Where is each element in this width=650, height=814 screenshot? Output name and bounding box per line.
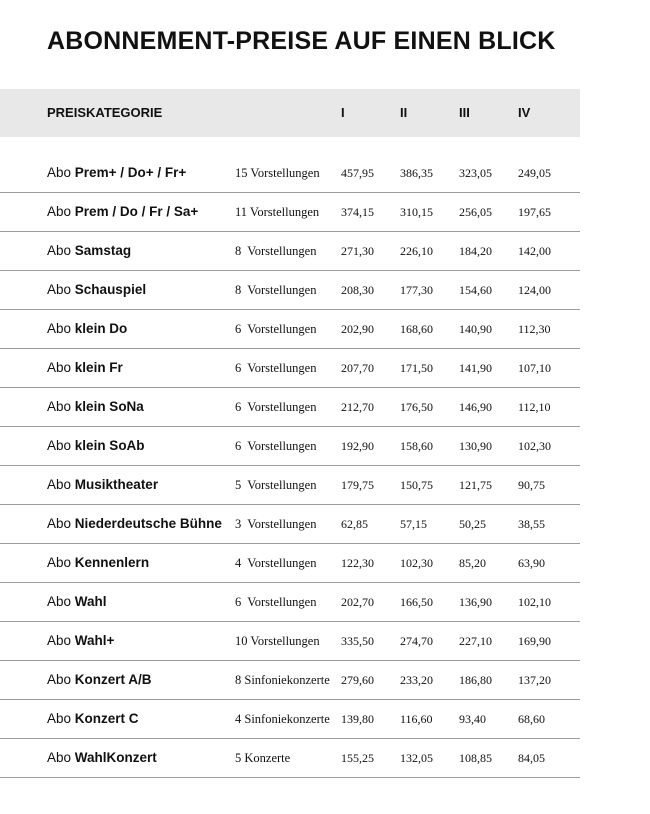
- price-category-4: 142,00: [518, 244, 551, 258]
- performance-count: 6 Vorstellungen: [235, 400, 317, 414]
- price-category-3: 85,20: [459, 556, 486, 570]
- table-row: [0, 154, 580, 193]
- performance-count: 6 Vorstellungen: [235, 322, 317, 336]
- subscription-prefix: Abo: [47, 399, 72, 414]
- table-row: [0, 349, 580, 388]
- price-category-2: 177,30: [400, 283, 433, 297]
- price-category-4: 197,65: [518, 205, 551, 219]
- price-category-3: 93,40: [459, 712, 486, 726]
- price-category-3: 136,90: [459, 595, 492, 609]
- header-col-1: I: [341, 105, 345, 120]
- header-col-2: II: [400, 105, 408, 120]
- subscription-name: [47, 310, 127, 348]
- subscription-label: Prem / Do / Fr / Sa+: [74, 204, 199, 219]
- price-category-1: 271,30: [341, 244, 374, 258]
- subscription-name: [47, 232, 131, 270]
- subscription-label: Schauspiel: [74, 282, 147, 297]
- subscription-name: [47, 271, 146, 309]
- performance-count: 4 Vorstellungen: [235, 556, 317, 570]
- table-row: [0, 544, 580, 583]
- subscription-prefix: Abo: [47, 243, 72, 258]
- performance-count: 8 Vorstellungen: [235, 244, 317, 258]
- price-category-1: 212,70: [341, 400, 374, 414]
- performance-count: 11 Vorstellungen: [235, 205, 320, 219]
- price-category-1: 179,75: [341, 478, 374, 492]
- price-category-3: 50,25: [459, 517, 486, 531]
- table-row: [0, 739, 580, 778]
- price-category-4: 102,30: [518, 439, 551, 453]
- subscription-name: [47, 583, 107, 621]
- price-category-2: 274,70: [400, 634, 433, 648]
- subscription-prefix: Abo: [47, 360, 72, 375]
- price-category-4: 169,90: [518, 634, 551, 648]
- price-category-3: 186,80: [459, 673, 492, 687]
- subscription-label: Konzert C: [74, 711, 139, 726]
- subscription-prefix: Abo: [47, 711, 72, 726]
- performance-count: 6 Vorstellungen: [235, 595, 317, 609]
- price-category-3: 146,90: [459, 400, 492, 414]
- subscription-name: [47, 466, 158, 504]
- subscription-name: [47, 661, 152, 699]
- subscription-prefix: Abo: [47, 204, 72, 219]
- price-category-4: 68,60: [518, 712, 545, 726]
- price-category-1: 207,70: [341, 361, 374, 375]
- price-category-3: 130,90: [459, 439, 492, 453]
- header-col-3: III: [459, 105, 470, 120]
- subscription-prefix: Abo: [47, 750, 72, 765]
- performance-count: 8 Sinfoniekonzerte: [235, 673, 330, 687]
- price-category-1: 457,95: [341, 166, 374, 180]
- subscription-label: klein Fr: [74, 360, 123, 375]
- performance-count: 15 Vorstellungen: [235, 166, 320, 180]
- subscription-label: klein Do: [74, 321, 128, 336]
- price-category-4: 102,10: [518, 595, 551, 609]
- price-category-3: 323,05: [459, 166, 492, 180]
- price-category-4: 112,30: [518, 322, 551, 336]
- performance-count: 4 Sinfoniekonzerte: [235, 712, 330, 726]
- price-category-1: 208,30: [341, 283, 374, 297]
- table-header: [0, 89, 580, 137]
- subscription-label: Konzert A/B: [74, 672, 152, 687]
- price-category-2: 102,30: [400, 556, 433, 570]
- price-category-2: 158,60: [400, 439, 433, 453]
- table-row: [0, 271, 580, 310]
- header-price-category: PREISKATEGORIE: [47, 105, 163, 120]
- price-category-3: 154,60: [459, 283, 492, 297]
- performance-count: 3 Vorstellungen: [235, 517, 317, 531]
- price-category-3: 121,75: [459, 478, 492, 492]
- performance-count: 5 Konzerte: [235, 751, 291, 765]
- price-category-4: 63,90: [518, 556, 545, 570]
- subscription-name: [47, 349, 123, 387]
- subscription-prefix: Abo: [47, 438, 72, 453]
- subscription-label: klein SoAb: [74, 438, 145, 453]
- table-row: [0, 193, 580, 232]
- price-category-3: 141,90: [459, 361, 492, 375]
- subscription-label: Samstag: [74, 243, 132, 258]
- subscription-prefix: Abo: [47, 633, 72, 648]
- subscription-label: Wahl+: [74, 633, 115, 648]
- subscription-name: [47, 622, 114, 660]
- price-category-2: 226,10: [400, 244, 433, 258]
- table-row: [0, 700, 580, 739]
- subscription-label: Musiktheater: [74, 477, 159, 492]
- performance-count: 6 Vorstellungen: [235, 439, 317, 453]
- subscription-prefix: Abo: [47, 672, 72, 687]
- table-row: [0, 466, 580, 505]
- price-category-1: 155,25: [341, 751, 374, 765]
- price-category-2: 116,60: [400, 712, 433, 726]
- subscription-prefix: Abo: [47, 321, 72, 336]
- price-category-4: 137,20: [518, 673, 551, 687]
- price-category-4: 249,05: [518, 166, 551, 180]
- price-category-2: 176,50: [400, 400, 433, 414]
- price-category-1: 374,15: [341, 205, 374, 219]
- subscription-prefix: Abo: [47, 165, 72, 180]
- table-row: [0, 232, 580, 271]
- price-category-4: 112,10: [518, 400, 551, 414]
- subscription-name: [47, 739, 157, 777]
- subscription-label: klein SoNa: [74, 399, 144, 414]
- price-category-2: 310,15: [400, 205, 433, 219]
- subscription-prefix: Abo: [47, 555, 72, 570]
- price-category-4: 38,55: [518, 517, 545, 531]
- price-category-2: 150,75: [400, 478, 433, 492]
- table-row: [0, 583, 580, 622]
- performance-count: 5 Vorstellungen: [235, 478, 317, 492]
- subscription-label: Wahl: [74, 594, 107, 609]
- table-row: [0, 388, 580, 427]
- price-category-4: 107,10: [518, 361, 551, 375]
- table-row: [0, 427, 580, 466]
- price-category-2: 168,60: [400, 322, 433, 336]
- price-category-2: 386,35: [400, 166, 433, 180]
- subscription-name: [47, 427, 145, 465]
- performance-count: 6 Vorstellungen: [235, 361, 317, 375]
- price-category-2: 171,50: [400, 361, 433, 375]
- price-category-1: 202,90: [341, 322, 374, 336]
- subscription-prefix: Abo: [47, 594, 72, 609]
- price-category-3: 108,85: [459, 751, 492, 765]
- price-category-2: 132,05: [400, 751, 433, 765]
- subscription-prefix: Abo: [47, 516, 72, 531]
- table-row: [0, 661, 580, 700]
- price-category-3: 256,05: [459, 205, 492, 219]
- subscription-name: [47, 388, 144, 426]
- price-category-3: 140,90: [459, 322, 492, 336]
- price-category-1: 202,70: [341, 595, 374, 609]
- price-category-4: 90,75: [518, 478, 545, 492]
- subscription-name: [47, 544, 149, 582]
- performance-count: 10 Vorstellungen: [235, 634, 320, 648]
- performance-count: 8 Vorstellungen: [235, 283, 317, 297]
- subscription-name: [47, 700, 139, 738]
- price-table-body: [0, 154, 580, 778]
- subscription-prefix: Abo: [47, 282, 72, 297]
- subscription-label: Niederdeutsche Bühne: [74, 516, 222, 531]
- price-category-1: 335,50: [341, 634, 374, 648]
- table-row: [0, 505, 580, 544]
- table-row: [0, 310, 580, 349]
- price-category-2: 166,50: [400, 595, 433, 609]
- subscription-prefix: Abo: [47, 477, 72, 492]
- price-category-4: 124,00: [518, 283, 551, 297]
- subscription-name: [47, 193, 198, 231]
- price-category-1: 62,85: [341, 517, 368, 531]
- price-category-2: 57,15: [400, 517, 427, 531]
- header-col-4: IV: [518, 105, 531, 120]
- price-category-3: 184,20: [459, 244, 492, 258]
- price-category-1: 279,60: [341, 673, 374, 687]
- price-category-1: 122,30: [341, 556, 374, 570]
- subscription-label: Prem+ / Do+ / Fr+: [74, 165, 187, 180]
- price-category-4: 84,05: [518, 751, 545, 765]
- page-title: ABONNEMENT-PREISE AUF EINEN BLICK: [47, 27, 556, 55]
- price-category-3: 227,10: [459, 634, 492, 648]
- price-category-1: 192,90: [341, 439, 374, 453]
- subscription-name: [47, 154, 186, 192]
- subscription-label: WahlKonzert: [74, 750, 157, 765]
- price-category-1: 139,80: [341, 712, 374, 726]
- table-row: [0, 622, 580, 661]
- subscription-name: [47, 505, 222, 543]
- subscription-label: Kennenlern: [74, 555, 150, 570]
- price-category-2: 233,20: [400, 673, 433, 687]
